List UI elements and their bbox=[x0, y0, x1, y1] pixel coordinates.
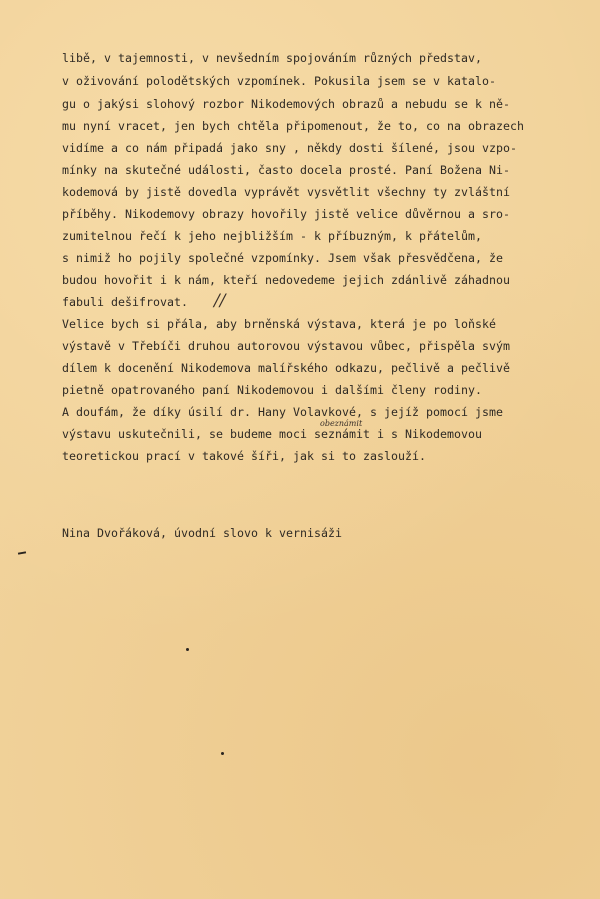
text-line-6: mínky na skutečné události, často docela prosté. Paní Božena Ni- bbox=[62, 163, 511, 177]
text-line-8: příběhy. Nikodemovy obrazy hovořily jistě velice důvěrnou a sro- bbox=[62, 207, 511, 221]
text-line-14: výstavě v Třebíči druhou autorovou výstavou vůbec, přispěla svým bbox=[62, 339, 511, 353]
text-line-4: mu nyní vracet, jen bych chtěla připomenout, že to, co na obrazech bbox=[62, 119, 525, 133]
text-line-15: dílem k docenění Nikodemova malířského odkazu, pečlivě a pečlivě bbox=[62, 361, 511, 375]
text-line-11: budou hovořit i k nám, kteří nedovedeme jejich zdánlivě záhadnou bbox=[62, 273, 511, 287]
text-line-7: kodemová by jistě dovedla vyprávět vysvětlit všechny ty zvláštní bbox=[62, 185, 511, 199]
text-line-13: Velice bych si přála, aby brněnská výstava, která je po loňské bbox=[62, 317, 497, 331]
text-line-2: v oživování polodětských vzpomínek. Pokusila jsem se v katalo- bbox=[62, 74, 497, 88]
signature-line: Nina Dvořáková, úvodní slovo k vernisáži bbox=[62, 526, 343, 540]
text-line-19: teoretickou prací v takové šíři, jak si to zaslouží. bbox=[62, 449, 427, 463]
margin-mark bbox=[18, 551, 26, 554]
ink-dot bbox=[221, 752, 224, 755]
paragraph-mark: // bbox=[214, 291, 226, 311]
text-line-17: A doufám, že díky úsilí dr. Hany Volavkové, s jejíž pomocí jsme bbox=[62, 405, 504, 419]
ink-dot bbox=[186, 648, 189, 651]
text-line-16: pietně opatrovaného paní Nikodemovou i dalšími členy rodiny. bbox=[62, 383, 483, 397]
text-line-9: zumitelnou řečí k jeho nejbližším - k příbuzným, k přátelům, bbox=[62, 229, 483, 243]
handwritten-insert: obeznámit bbox=[320, 419, 363, 428]
text-line-1: libě, v tajemnosti, v nevšedním spojováním různých představ, bbox=[62, 51, 483, 65]
text-line-18: výstavu uskutečnili, se budeme moci seznámit i s Nikodemovou bbox=[62, 427, 483, 441]
text-line-12: fabuli dešifrovat. bbox=[62, 295, 189, 309]
text-line-5: vidíme a co nám připadá jako sny , někdy dosti šílené, jsou vzpo- bbox=[62, 141, 518, 155]
text-line-10: s nimiž ho pojily společné vzpomínky. Jsem však přesvědčena, že bbox=[62, 251, 504, 265]
text-line-3: gu o jakýsi slohový rozbor Nikodemových obrazů a nebudu se k ně- bbox=[62, 97, 511, 111]
